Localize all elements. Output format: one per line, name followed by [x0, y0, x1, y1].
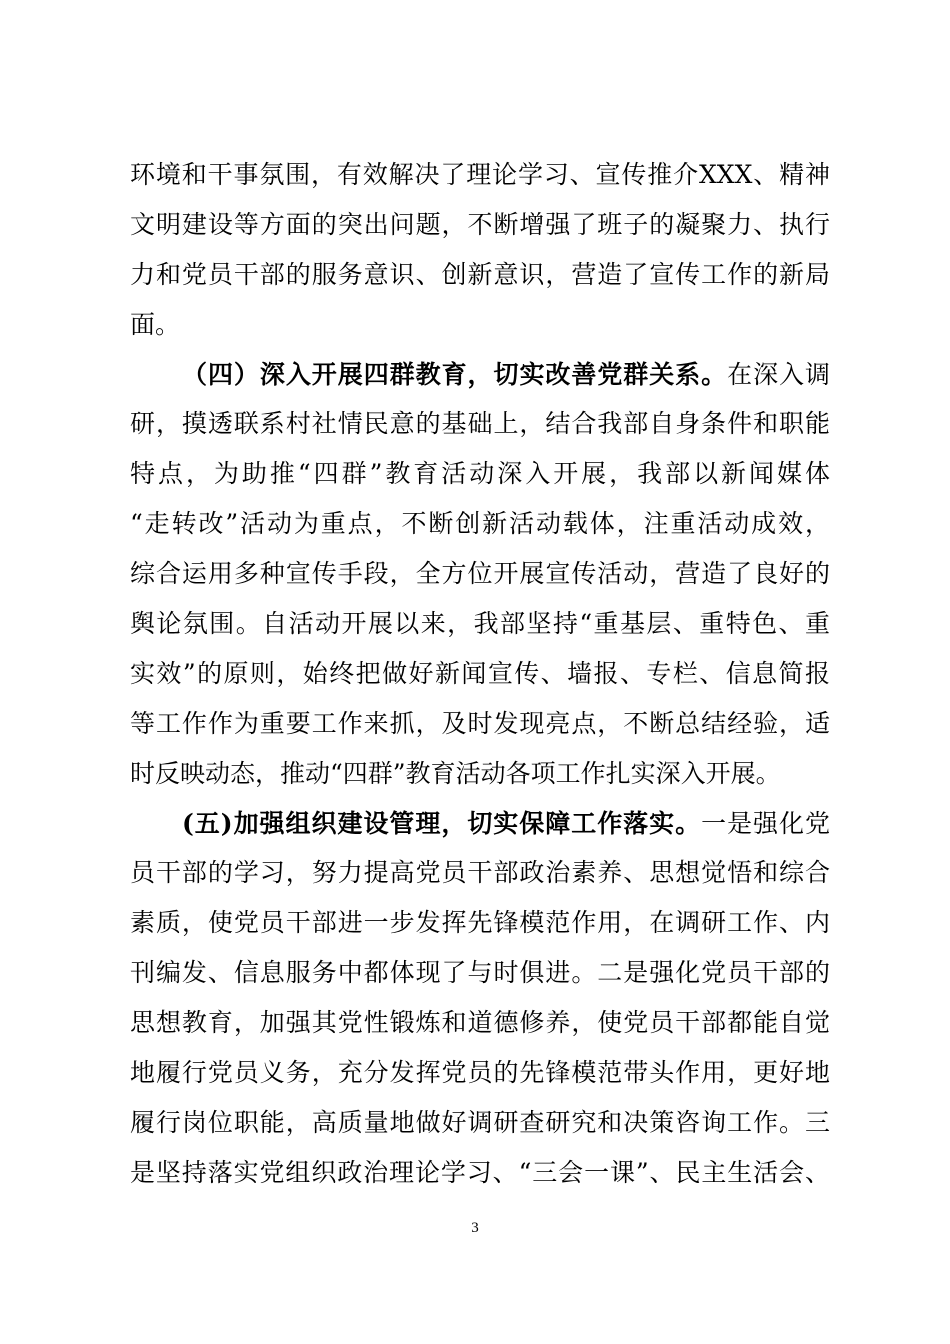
text-line: 实效”的原则，始终把做好新闻宣传、墙报、专栏、信息简报 — [130, 658, 830, 688]
paragraph-first-line — [130, 799, 830, 849]
text-line: 刊编发、信息服务中都体现了与时俱进。二是强化党员干部的 — [130, 958, 830, 988]
text-line: “走转改”活动为重点，不断创新活动载体，注重活动成效， — [130, 509, 830, 539]
text-line: 履行岗位职能，高质量地做好调研查研究和决策咨询工作。三 — [130, 1107, 830, 1137]
section-heading: （四）深入开展四群教育，切实改善党群关系。 — [182, 359, 728, 389]
text-line: 员干部的学习，努力提高党员干部政治素养、思想觉悟和综合 — [130, 858, 830, 888]
text-line: 是坚持落实党组织政治理论学习、“三会一课”、民主生活会、 — [130, 1157, 830, 1187]
text-line: 特点，为助推“四群”教育活动深入开展，我部以新闻媒体 — [130, 459, 830, 489]
text-line: 素质，使党员干部进一步发挥先锋模范作用，在调研工作、内 — [130, 908, 830, 938]
text-line: 思想教育，加强其党性锻炼和道德修养，使党员干部都能自觉 — [130, 1008, 830, 1038]
text-line: 文明建设等方面的突出问题，不断增强了班子的凝聚力、执行 — [130, 209, 830, 239]
text-line: 综合运用多种宣传手段，全方位开展宣传活动，营造了良好的 — [130, 559, 830, 589]
text-line: 力和党员干部的服务意识、创新意识，营造了宣传工作的新局 — [130, 259, 830, 289]
text-run: 在深入调 — [727, 359, 830, 389]
text-line: 等工作作为重要工作来抓，及时发现亮点，不断总结经验，适 — [130, 708, 830, 738]
section-heading: (五)加强组织建设管理，切实保障工作落实。 — [182, 808, 702, 838]
text-line: 时反映动态，推动“四群”教育活动各项工作扎实深入开展。 — [130, 758, 781, 788]
paragraph-continued — [130, 150, 830, 350]
text-line: 面。 — [130, 309, 181, 339]
text-line: 地履行党员义务，充分发挥党员的先锋模范带头作用，更好地 — [130, 1058, 830, 1088]
paragraph-section-five — [130, 799, 830, 1198]
text-line: 研，摸透联系村社情民意的基础上，结合我部自身条件和职能 — [130, 409, 830, 439]
text-run: 一是强化党 — [701, 808, 830, 838]
document-body — [130, 150, 830, 1198]
page-number: 3 — [471, 1220, 479, 1236]
text-line: 舆论氛围。自活动开展以来，我部坚持“重基层、重特色、重 — [130, 609, 830, 639]
text-line: 环境和干事氛围，有效解决了理论学习、宣传推介XXX、精神 — [130, 160, 830, 189]
paragraph-first-line — [130, 350, 830, 400]
paragraph-section-four — [130, 350, 830, 799]
